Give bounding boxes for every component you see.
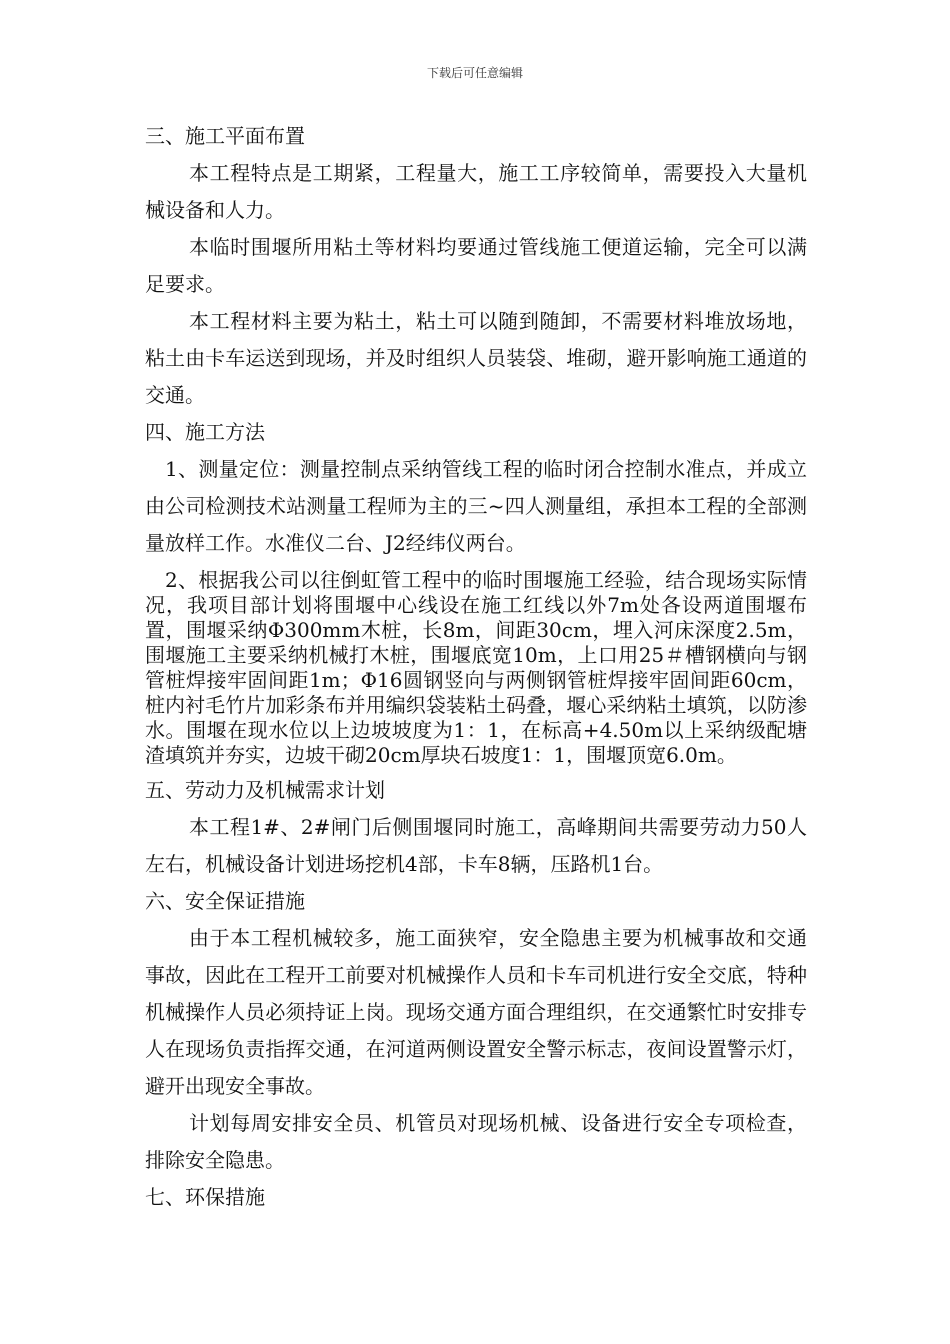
section-5-paragraph-1: 本工程1#、2#闸门后侧围堰同时施工，高峰期间共需要劳动力50人左右，机械设备计划进场挖机4部，卡车8辆，压路机1台。: [145, 815, 807, 876]
document-body: [145, 118, 807, 1216]
section-6-title: 六、安全保证措施: [145, 889, 305, 913]
section-3-paragraph-1: 本工程特点是工期紧，工程量大，施工工序较简单，需要投入大量机械设备和人力。: [145, 161, 807, 222]
section-5-title: 五、劳动力及机械需求计划: [145, 778, 385, 802]
section-6-paragraph-2: 计划每周安排安全员、机管员对现场机械、设备进行安全专项检查，排除安全隐患。: [145, 1111, 807, 1172]
section-6-paragraph-1: 由于本工程机械较多，施工面狭窄，安全隐患主要为机械事故和交通事故，因此在工程开工前要对机械操作人员和卡车司机进行安全交底，特种机械操作人员必须持证上岗。现场交通方面合理组织，在交通繁忙时安排专人在现场负责指挥交通，在河道两侧设置安全警示标志，夜间设置警示灯，避开出现安全事故。: [145, 926, 807, 1098]
section-3-paragraph-3: 本工程材料主要为粘土，粘土可以随到随卸，不需要材料堆放场地，粘土由卡车运送到现场，并及时组织人员装袋、堆砌，避开影响施工通道的交通。: [145, 309, 807, 407]
section-3-paragraph-2: 本临时围堰所用粘土等材料均要通过管线施工便道运输，完全可以满足要求。: [145, 235, 807, 296]
section-4-paragraph-2: 2、根据我公司以往倒虹管工程中的临时围堰施工经验，结合现场实际情况，我项目部计划将围堰中心线设在施工红线以外7m处各设两道围堰布置，围堰采纳Φ300mm木桩，长8m，间距30cm，埋入河床深度2.5m，围堰施工主要采纳机械打木桩，围堰底宽10m，上口用25＃槽钢横向与钢管桩焊接牢固间距1m；Φ16圆钢竖向与两侧钢管桩焊接牢固间距60cm，桩内衬毛竹片加彩条布并用编织袋装粘土码叠，堰心采纳粘土填筑，以防渗水。围堰在现水位以上边坡坡度为1：1，在标高+4.50m以上采纳级配塘渣填筑并夯实，边坡干砌20cm厚块石坡度1：1，围堰顶宽6.0m。: [145, 568, 807, 767]
section-4-paragraph-1: 1、测量定位：测量控制点采纳管线工程的临时闭合控制水准点，并成立由公司检测技术站测量工程师为主的三~四人测量组，承担本工程的全部测量放样工作。水准仪二台、J2经纬仪两台。: [145, 457, 807, 555]
section-7-title: 七、环保措施: [145, 1185, 265, 1209]
section-3-title: 三、施工平面布置: [145, 124, 305, 148]
page-header-note: 下载后可任意编辑: [426, 66, 523, 80]
section-4-title: 四、施工方法: [145, 420, 265, 444]
